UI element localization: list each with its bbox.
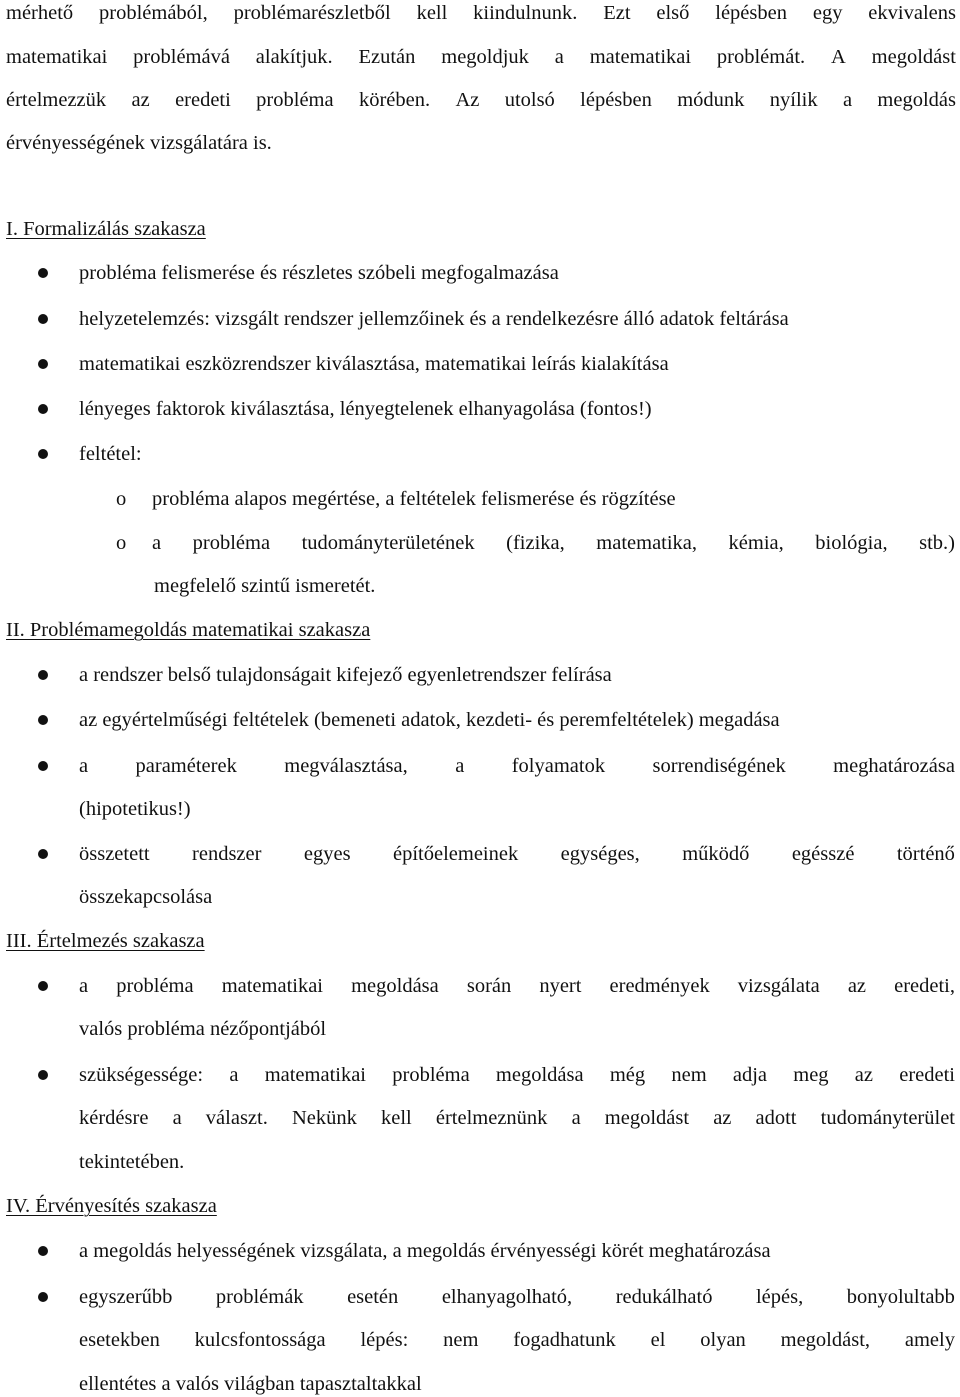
bullet-icon [38,1292,48,1302]
word: tudományterületének [301,532,475,554]
word: történő [896,843,955,865]
word: a [79,975,89,997]
word: megoldás [877,89,956,111]
word: (fizika, [506,532,565,554]
word: a [152,532,162,554]
word: matematikai [264,1064,367,1086]
list-item-continuation [79,1105,955,1131]
word: a [172,1107,182,1129]
word: kell [381,1107,412,1129]
word: stb.) [919,532,955,554]
list-item-continuation: tekintetében. [79,1151,185,1173]
word: utolsó [504,89,555,111]
word: a [455,755,465,777]
word: problémából, [99,2,208,24]
sub-list-item [152,530,955,556]
word: módunk [677,89,745,111]
word: problémarészletből [233,2,391,24]
word: biológia, [815,532,888,554]
section-heading-3: III. Értelmezés szakasza [6,930,205,952]
word: kémia, [728,532,784,554]
word: kulcsfontossága [194,1329,326,1351]
word: megoldást [871,46,956,68]
word: az [713,1107,732,1129]
word: értelmeznünk [435,1107,548,1129]
word: esetekben [79,1329,160,1351]
word: szükségessége: [79,1064,204,1086]
bullet-icon [38,314,48,324]
word: Az [455,89,480,111]
bullet-icon [38,715,48,725]
sub-bullet-icon: o [116,488,127,510]
word: egységes, [560,843,640,865]
word: építőelemeinek [392,843,519,865]
word: az [131,89,150,111]
word: esetén [347,1286,399,1308]
word: problémává [133,46,230,68]
word: A [831,46,846,68]
intro-line [6,0,956,26]
word: folyamatok [511,755,606,777]
word: egyes [303,843,351,865]
word: az [854,1064,873,1086]
word: lépés, [755,1286,804,1308]
word: megoldást [604,1107,690,1129]
word: Ezután [358,46,416,68]
sub-list-item: probléma alapos megértése, a feltételek felismerése és rögzítése [152,488,676,510]
list-item: matematikai eszközrendszer kiválasztása, matematikai leírás kialakítása [79,353,669,375]
word: nem [443,1329,479,1351]
intro-line [6,87,956,113]
word: a [842,89,853,111]
word: során [466,975,512,997]
word: a [571,1107,581,1129]
bullet-icon [38,268,48,278]
word: el [650,1329,666,1351]
word: fogadhatunk [513,1329,616,1351]
bullet-icon [38,449,48,459]
list-item [79,1062,955,1088]
list-item-continuation: (hipotetikus!) [79,798,191,820]
word: matematikai [6,46,108,68]
word: matematika, [596,532,698,554]
word: egy [812,2,843,24]
word: eredeti [175,89,231,111]
word: tudományterület [820,1107,955,1129]
bullet-icon [38,404,48,414]
list-item [79,753,955,779]
word: lépés: [360,1329,409,1351]
word: ekvivalens [868,2,956,24]
word: alakítjuk. [255,46,333,68]
word: a [554,46,564,68]
word: eredeti, [894,975,955,997]
section-heading-2: II. Problémamegoldás matematikai szakasza [6,619,371,641]
word: matematikai [221,975,324,997]
word: a [229,1064,239,1086]
word: Ezt [603,2,631,24]
word: működő [682,843,750,865]
word: meghatározása [833,755,955,777]
word: nyert [539,975,582,997]
list-item: lényeges faktorok kiválasztása, lényegtelenek elhanyagolása (fontos!) [79,398,652,420]
word: adott [755,1107,797,1129]
section-heading-4: IV. Érvényesítés szakasza [6,1195,217,1217]
list-item [79,973,955,999]
list-item-continuation [79,1327,955,1353]
word: probléma [256,89,334,111]
list-item: a rendszer belső tulajdonságait kifejező egyenletrendszer felírása [79,664,612,686]
list-item: feltétel: [79,443,142,465]
list-item: az egyértelműségi feltételek (bemeneti adatok, kezdeti- és peremfeltételek) megadása [79,709,780,731]
word: redukálható [615,1286,713,1308]
word: adja [732,1064,768,1086]
word: amely [904,1329,955,1351]
word: bonyolultabb [846,1286,955,1308]
list-item: a megoldás helyességének vizsgálata, a megoldás érvényességi körét meghatározása [79,1240,771,1262]
word: matematikai [589,46,692,68]
word: első [656,2,690,24]
sub-bullet-icon: o [116,532,127,554]
list-item [79,841,955,867]
list-item-continuation: valós probléma nézőpontjából [79,1018,327,1040]
word: problémák [215,1286,304,1308]
word: nyílik [769,89,818,111]
word: lépésben [580,89,652,111]
word: még [609,1064,646,1086]
word: olyan [700,1329,746,1351]
list-item [79,1284,955,1310]
bullet-icon [38,670,48,680]
word: megoldást, [780,1329,871,1351]
word: problémát. [716,46,806,68]
word: körében. [358,89,431,111]
word: megoldjuk [441,46,529,68]
word: megoldása [351,975,439,997]
word: kérdésre [79,1107,149,1129]
list-item: probléma felismerése és részletes szóbeli megfogalmazása [79,262,559,284]
intro-line: érvényességének vizsgálatára is. [6,132,272,154]
word: vizsgálata [737,975,820,997]
word: sorrendiségének [652,755,786,777]
word: megoldása [495,1064,584,1086]
bullet-icon [38,981,48,991]
word: eredeti [899,1064,955,1086]
word: rendszer [192,843,262,865]
list-item: helyzetelemzés: vizsgált rendszer jellemzőinek és a rendelkezésre álló adatok feltárása [79,308,789,330]
word: választ. [205,1107,268,1129]
bullet-icon [38,359,48,369]
word: egésszé [791,843,855,865]
word: megválasztása, [284,755,408,777]
word: probléma [116,975,194,997]
intro-line [6,44,956,70]
word: nem [671,1064,707,1086]
word: az [847,975,867,997]
word: Nekünk [291,1107,357,1129]
word: a [79,755,89,777]
sub-list-item-continuation: megfelelő szintű ismeretét. [154,575,376,597]
bullet-icon [38,761,48,771]
section-heading-1: I. Formalizálás szakasza [6,218,206,240]
word: értelmezzük [6,89,107,111]
word: kell [416,2,448,24]
word: probléma [392,1064,470,1086]
word: lépésben [715,2,787,24]
list-item-continuation: összekapcsolása [79,886,213,908]
word: összetett [79,843,150,865]
bullet-icon [38,849,48,859]
list-item-continuation: ellentétes a valós világban tapasztaltakkal [79,1373,422,1395]
word: mérhető [6,2,74,24]
word: egyszerűbb [79,1286,173,1308]
word: meg [793,1064,829,1086]
word: kiindulnunk. [473,2,578,24]
bullet-icon [38,1246,48,1256]
word: paraméterek [135,755,237,777]
word: probléma [192,532,271,554]
word: eredmények [609,975,710,997]
bullet-icon [38,1070,48,1080]
word: elhanyagolható, [441,1286,573,1308]
